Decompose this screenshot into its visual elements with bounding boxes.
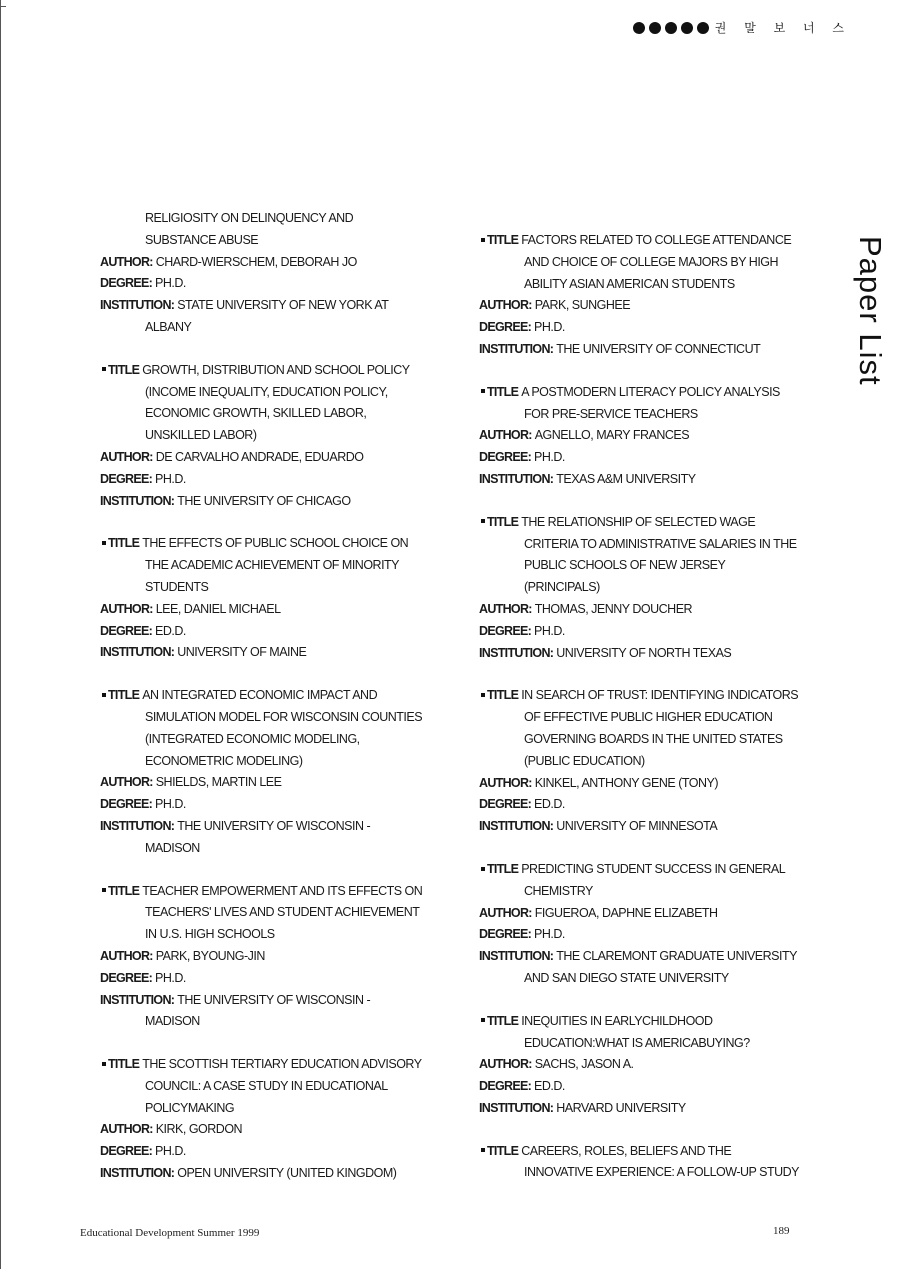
degree-label: DEGREE: bbox=[100, 1144, 153, 1159]
title-line bbox=[479, 1011, 809, 1033]
degree-label: DEGREE: bbox=[479, 1079, 532, 1094]
title-text: (PUBLIC EDUCATION) bbox=[524, 753, 645, 768]
section-tab: Paper List bbox=[853, 236, 888, 386]
title-text: UNSKILLED LABOR) bbox=[145, 428, 257, 443]
title-line bbox=[100, 881, 440, 903]
institution-label: INSTITUTION: bbox=[100, 298, 175, 313]
institution-name: THE CLAREMONT GRADUATE UNIVERSITY bbox=[556, 949, 797, 964]
author-label: AUTHOR: bbox=[100, 449, 153, 464]
title-text: COUNCIL: A CASE STUDY IN EDUCATIONAL bbox=[145, 1078, 388, 1093]
title-line bbox=[100, 902, 440, 924]
institution-label: INSTITUTION: bbox=[100, 992, 175, 1007]
degree-value: PH.D. bbox=[534, 623, 565, 638]
institution-label: INSTITUTION: bbox=[479, 471, 554, 486]
institution-line bbox=[100, 1011, 440, 1033]
title-text: SUBSTANCE ABUSE bbox=[145, 232, 259, 247]
degree-label: DEGREE: bbox=[100, 471, 153, 486]
series-title: 권 말 보 너 스 bbox=[714, 21, 851, 35]
institution-line bbox=[479, 643, 809, 665]
bullet-icon bbox=[481, 1018, 485, 1022]
institution-label: INSTITUTION: bbox=[479, 645, 554, 660]
institution-name: THE UNIVERSITY OF WISCONSIN - bbox=[177, 992, 371, 1007]
running-header bbox=[633, 19, 851, 36]
title-line bbox=[479, 404, 809, 426]
degree-value: PH.D. bbox=[155, 471, 186, 486]
institution-line bbox=[100, 1163, 440, 1185]
bullet-icon bbox=[481, 693, 485, 697]
title-text: EDUCATION:WHAT IS AMERICABUYING? bbox=[524, 1035, 750, 1050]
bullet-icon bbox=[481, 867, 485, 871]
bullet-icon bbox=[481, 519, 485, 523]
title-text: TEACHER EMPOWERMENT AND ITS EFFECTS ON bbox=[142, 883, 423, 898]
institution-name: THE UNIVERSITY OF WISCONSIN - bbox=[177, 818, 371, 833]
institution-name: OPEN UNIVERSITY (UNITED KINGDOM) bbox=[177, 1166, 397, 1181]
institution-name: STATE UNIVERSITY OF NEW YORK AT bbox=[177, 298, 389, 313]
author-line bbox=[479, 773, 809, 795]
title-label: TITLE bbox=[487, 514, 519, 529]
institution-name: TEXAS A&M UNIVERSITY bbox=[556, 471, 696, 486]
title-text: THE EFFECTS OF PUBLIC SCHOOL CHOICE ON bbox=[142, 536, 409, 551]
title-label: TITLE bbox=[487, 233, 519, 247]
title-label: TITLE bbox=[487, 688, 519, 703]
author-line bbox=[479, 295, 809, 317]
institution-line bbox=[100, 295, 440, 317]
title-text: FOR PRE-SERVICE TEACHERS bbox=[524, 406, 698, 421]
author-name: LEE, DANIEL MICHAEL bbox=[155, 601, 281, 616]
author-name: CHARD-WIERSCHEM, DEBORAH JO bbox=[155, 254, 357, 269]
title-text: CAREERS, ROLES, BELIEFS AND THE bbox=[521, 1143, 732, 1158]
author-line bbox=[100, 447, 440, 469]
paper-entry bbox=[479, 512, 809, 665]
institution-label: INSTITUTION: bbox=[479, 341, 554, 356]
crop-mark bbox=[0, 6, 6, 7]
bullet-icon bbox=[481, 1148, 485, 1152]
degree-value: PH.D. bbox=[534, 450, 565, 465]
institution-name: THE UNIVERSITY OF CHICAGO bbox=[177, 493, 351, 508]
author-line bbox=[479, 599, 809, 621]
institution-line bbox=[100, 317, 440, 339]
title-line bbox=[479, 1141, 809, 1163]
bullet-icon bbox=[481, 389, 485, 393]
title-label: TITLE bbox=[108, 883, 140, 898]
author-line bbox=[100, 946, 440, 968]
title-text: ABILITY ASIAN AMERICAN STUDENTS bbox=[524, 276, 735, 291]
title-line bbox=[100, 555, 440, 577]
institution-name: AND SAN DIEGO STATE UNIVERSITY bbox=[524, 970, 729, 985]
institution-name: UNIVERSITY OF MINNESOTA bbox=[556, 819, 718, 834]
author-name: DE CARVALHO ANDRADE, EDUARDO bbox=[155, 449, 364, 464]
title-line bbox=[100, 924, 440, 946]
degree-line bbox=[479, 794, 809, 816]
author-label: AUTHOR: bbox=[479, 428, 532, 443]
footer-journal: Educational Development Summer 1999 bbox=[80, 1227, 260, 1239]
institution-name: ALBANY bbox=[145, 319, 192, 334]
title-label: TITLE bbox=[108, 536, 140, 551]
paper-entry bbox=[100, 533, 440, 664]
institution-line bbox=[479, 1098, 809, 1120]
author-line bbox=[100, 1119, 440, 1141]
author-name: THOMAS, JENNY DOUCHER bbox=[534, 601, 693, 616]
title-line bbox=[100, 208, 440, 230]
author-line bbox=[479, 1054, 809, 1076]
paper-entry bbox=[100, 881, 440, 1034]
title-label: TITLE bbox=[108, 362, 140, 377]
institution-label: INSTITUTION: bbox=[100, 645, 175, 660]
bullet-icon bbox=[102, 888, 106, 892]
author-line bbox=[479, 903, 809, 925]
title-label: TITLE bbox=[487, 1013, 519, 1028]
institution-label: INSTITUTION: bbox=[100, 1166, 175, 1181]
institution-name: THE UNIVERSITY OF CONNECTICUT bbox=[556, 341, 761, 356]
title-line bbox=[100, 533, 440, 555]
paper-entry bbox=[479, 1141, 809, 1185]
institution-name: HARVARD UNIVERSITY bbox=[556, 1100, 686, 1115]
title-text: OF EFFECTIVE PUBLIC HIGHER EDUCATION bbox=[524, 710, 773, 725]
title-line bbox=[100, 1098, 440, 1120]
degree-line bbox=[479, 1076, 809, 1098]
title-text: ECONOMIC GROWTH, SKILLED LABOR, bbox=[145, 406, 367, 421]
title-text: INEQUITIES IN EARLYCHILDHOOD bbox=[521, 1013, 713, 1028]
degree-label: DEGREE: bbox=[479, 797, 532, 812]
degree-label: DEGREE: bbox=[100, 970, 153, 985]
title-label: TITLE bbox=[487, 861, 519, 876]
title-line bbox=[100, 360, 440, 382]
title-line bbox=[479, 1162, 809, 1184]
paper-entry bbox=[479, 382, 809, 491]
title-line bbox=[100, 230, 440, 252]
header-dot-icon bbox=[633, 22, 645, 34]
paper-entry bbox=[100, 360, 440, 513]
author-label: AUTHOR: bbox=[100, 775, 153, 790]
author-name: AGNELLO, MARY FRANCES bbox=[534, 428, 690, 443]
degree-label: DEGREE: bbox=[479, 450, 532, 465]
title-text: CHEMISTRY bbox=[524, 883, 593, 898]
title-line bbox=[479, 707, 809, 729]
title-text: PUBLIC SCHOOLS OF NEW JERSEY bbox=[524, 558, 726, 573]
title-line bbox=[100, 751, 440, 773]
institution-label: INSTITUTION: bbox=[100, 818, 175, 833]
degree-label: DEGREE: bbox=[100, 797, 153, 812]
degree-value: PH.D. bbox=[534, 927, 565, 942]
title-text: POLICYMAKING bbox=[145, 1100, 235, 1115]
degree-value: PH.D. bbox=[155, 970, 186, 985]
degree-value: PH.D. bbox=[155, 797, 186, 812]
title-line bbox=[100, 425, 440, 447]
author-label: AUTHOR: bbox=[100, 254, 153, 269]
header-dot-icon bbox=[665, 22, 677, 34]
paper-entry bbox=[479, 1011, 809, 1120]
title-line bbox=[479, 1033, 809, 1055]
institution-line bbox=[479, 469, 809, 491]
author-label: AUTHOR: bbox=[479, 905, 532, 920]
title-line bbox=[479, 859, 809, 881]
author-label: AUTHOR: bbox=[100, 601, 153, 616]
title-line bbox=[479, 577, 809, 599]
header-dot-icon bbox=[697, 22, 709, 34]
title-line bbox=[479, 534, 809, 556]
paper-entry bbox=[100, 685, 440, 859]
title-label: TITLE bbox=[108, 688, 140, 703]
title-text: INNOVATIVE EXPERIENCE: A FOLLOW-UP STUDY bbox=[524, 1165, 799, 1180]
title-text: AN INTEGRATED ECONOMIC IMPACT AND bbox=[142, 688, 378, 703]
title-text: (PRINCIPALS) bbox=[524, 580, 600, 595]
paper-entry bbox=[100, 1054, 440, 1185]
title-label: TITLE bbox=[487, 384, 519, 399]
title-line bbox=[479, 512, 809, 534]
author-label: AUTHOR: bbox=[479, 601, 532, 616]
author-name: KINKEL, ANTHONY GENE (TONY) bbox=[534, 775, 719, 790]
title-line bbox=[479, 751, 809, 773]
degree-line bbox=[100, 273, 440, 295]
title-line bbox=[100, 403, 440, 425]
title-text: THE ACADEMIC ACHIEVEMENT OF MINORITY bbox=[145, 558, 400, 573]
title-label: TITLE bbox=[487, 1143, 519, 1158]
degree-line bbox=[100, 469, 440, 491]
title-label: TITLE bbox=[108, 1057, 140, 1072]
degree-label: DEGREE: bbox=[100, 276, 153, 291]
paper-entry bbox=[479, 230, 809, 361]
page-edge-rule bbox=[0, 0, 1, 1269]
degree-line bbox=[100, 1141, 440, 1163]
paper-entry bbox=[479, 685, 809, 838]
degree-value: ED.D. bbox=[534, 1079, 565, 1094]
author-label: AUTHOR: bbox=[479, 1057, 532, 1072]
bullet-icon bbox=[102, 541, 106, 545]
institution-line bbox=[100, 838, 440, 860]
title-text: GOVERNING BOARDS IN THE UNITED STATES bbox=[524, 731, 783, 746]
degree-label: DEGREE: bbox=[100, 623, 153, 638]
title-text: IN SEARCH OF TRUST: IDENTIFYING INDICATORS bbox=[521, 688, 799, 703]
institution-line bbox=[479, 816, 809, 838]
title-text: FACTORS RELATED TO COLLEGE ATTENDANCE bbox=[521, 233, 792, 247]
institution-name: MADISON bbox=[145, 1014, 200, 1029]
degree-label: DEGREE: bbox=[479, 320, 532, 335]
institution-name: UNIVERSITY OF MAINE bbox=[177, 645, 307, 660]
author-name: FIGUEROA, DAPHNE ELIZABETH bbox=[534, 905, 718, 920]
degree-line bbox=[479, 317, 809, 339]
title-text: ECONOMETRIC MODELING) bbox=[145, 753, 303, 768]
degree-line bbox=[479, 924, 809, 946]
header-dot-icon bbox=[681, 22, 693, 34]
author-name: SACHS, JASON A. bbox=[534, 1057, 634, 1072]
bullet-icon bbox=[102, 367, 106, 371]
author-name: KIRK, GORDON bbox=[155, 1122, 243, 1137]
degree-line bbox=[100, 794, 440, 816]
institution-label: INSTITUTION: bbox=[479, 949, 554, 964]
title-line bbox=[479, 252, 809, 274]
right-column bbox=[479, 230, 809, 1205]
title-text: RELIGIOSITY ON DELINQUENCY AND bbox=[145, 211, 354, 225]
bullet-icon bbox=[102, 693, 106, 697]
page-number: 189 bbox=[773, 1225, 790, 1237]
paper-entry bbox=[479, 859, 809, 990]
degree-label: DEGREE: bbox=[479, 927, 532, 942]
title-text: THE RELATIONSHIP OF SELECTED WAGE bbox=[521, 514, 756, 529]
title-line bbox=[100, 577, 440, 599]
title-text: (INTEGRATED ECONOMIC MODELING, bbox=[145, 731, 360, 746]
title-line bbox=[479, 685, 809, 707]
title-line bbox=[479, 382, 809, 404]
author-label: AUTHOR: bbox=[100, 948, 153, 963]
institution-line bbox=[100, 990, 440, 1012]
institution-line bbox=[479, 968, 809, 990]
title-text: STUDENTS bbox=[145, 579, 209, 594]
institution-name: UNIVERSITY OF NORTH TEXAS bbox=[556, 645, 732, 660]
author-name: SHIELDS, MARTIN LEE bbox=[155, 775, 282, 790]
institution-name: MADISON bbox=[145, 840, 200, 855]
title-text: GROWTH, DISTRIBUTION AND SCHOOL POLICY bbox=[142, 362, 410, 377]
title-text: SIMULATION MODEL FOR WISCONSIN COUNTIES bbox=[145, 709, 423, 724]
institution-label: INSTITUTION: bbox=[479, 819, 554, 834]
title-text: (INCOME INEQUALITY, EDUCATION POLICY, bbox=[145, 384, 388, 399]
title-text: AND CHOICE OF COLLEGE MAJORS BY HIGH bbox=[524, 254, 779, 269]
degree-line bbox=[479, 621, 809, 643]
author-name: PARK, BYOUNG-JIN bbox=[155, 948, 265, 963]
title-text: TEACHERS' LIVES AND STUDENT ACHIEVEMENT bbox=[145, 905, 420, 920]
title-line bbox=[479, 274, 809, 296]
title-text: THE SCOTTISH TERTIARY EDUCATION ADVISORY bbox=[142, 1057, 422, 1072]
author-label: AUTHOR: bbox=[100, 1122, 153, 1137]
title-line bbox=[479, 729, 809, 751]
author-name: PARK, SUNGHEE bbox=[534, 298, 631, 313]
title-line bbox=[100, 685, 440, 707]
title-line bbox=[479, 881, 809, 903]
title-line bbox=[100, 707, 440, 729]
institution-line bbox=[100, 491, 440, 513]
paper-entry bbox=[100, 208, 440, 339]
title-text: IN U.S. HIGH SCHOOLS bbox=[145, 927, 275, 942]
header-dot-icon bbox=[649, 22, 661, 34]
title-text: PREDICTING STUDENT SUCCESS IN GENERAL bbox=[521, 861, 786, 876]
degree-value: ED.D. bbox=[534, 797, 565, 812]
author-line bbox=[100, 252, 440, 274]
degree-label: DEGREE: bbox=[479, 623, 532, 638]
degree-value: ED.D. bbox=[155, 623, 186, 638]
title-text: A POSTMODERN LITERACY POLICY ANALYSIS bbox=[521, 384, 780, 399]
degree-value: PH.D. bbox=[155, 1144, 186, 1159]
author-line bbox=[100, 772, 440, 794]
title-line bbox=[100, 382, 440, 404]
institution-label: INSTITUTION: bbox=[100, 493, 175, 508]
institution-line bbox=[479, 339, 809, 361]
institution-line bbox=[479, 946, 809, 968]
title-line bbox=[479, 555, 809, 577]
title-line bbox=[479, 230, 809, 252]
institution-line bbox=[100, 642, 440, 664]
institution-line bbox=[100, 816, 440, 838]
institution-label: INSTITUTION: bbox=[479, 1100, 554, 1115]
title-text: CRITERIA TO ADMINISTRATIVE SALARIES IN THE bbox=[524, 536, 797, 551]
left-column bbox=[100, 208, 440, 1206]
degree-value: PH.D. bbox=[534, 320, 565, 335]
degree-value: PH.D. bbox=[155, 276, 186, 291]
author-line bbox=[100, 599, 440, 621]
degree-line bbox=[479, 447, 809, 469]
author-line bbox=[479, 425, 809, 447]
title-line bbox=[100, 729, 440, 751]
title-line bbox=[100, 1076, 440, 1098]
author-label: AUTHOR: bbox=[479, 298, 532, 313]
degree-line bbox=[100, 621, 440, 643]
degree-line bbox=[100, 968, 440, 990]
title-line bbox=[100, 1054, 440, 1076]
bullet-icon bbox=[481, 238, 485, 242]
bullet-icon bbox=[102, 1062, 106, 1066]
author-label: AUTHOR: bbox=[479, 775, 532, 790]
